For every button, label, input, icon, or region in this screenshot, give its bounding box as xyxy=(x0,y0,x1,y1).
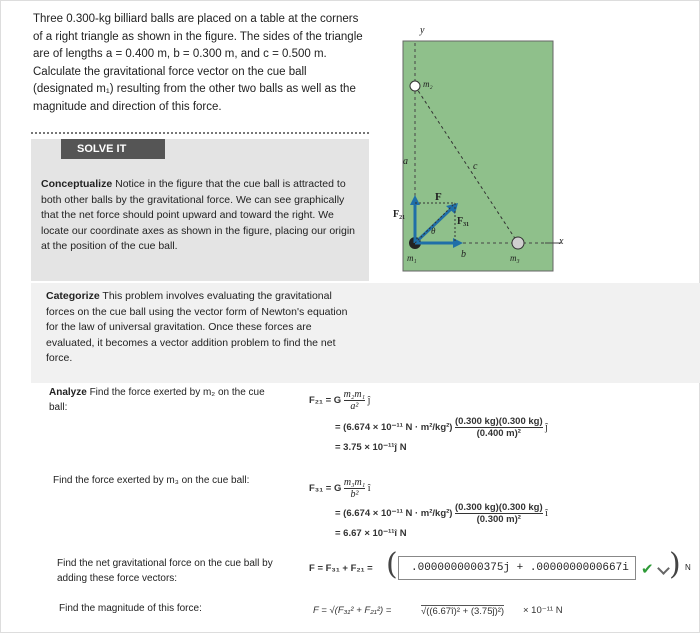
f31-label: F₃₁ xyxy=(457,216,470,227)
categorize-heading: Categorize xyxy=(46,290,100,302)
analyze-heading: Analyze xyxy=(49,387,87,398)
net-force-answer-input[interactable]: .0000000000375j + .0000000000667i xyxy=(398,556,636,580)
solve-panel xyxy=(31,139,369,281)
problem-statement: Three 0.300-kg billiard balls are placed on a table at the corners of a right triangle as shown in the figure. The sides of the triangle are of lengths a = 0.400 m, b = 0.300 m, and c = 0.500 m. Calculate the gravitational force vector on the cue ball (designated m₁) resulting from the other two balls as well as the magnitude and direction of this force. xyxy=(33,13,363,113)
analyze-instruction xyxy=(49,385,269,415)
eq-f21: F₂₁ = G $\frac{\text{m₂m₁}}{\text{a²}}$ ĵ xyxy=(309,389,371,412)
m2-label: m₂ xyxy=(423,79,433,89)
divider xyxy=(31,132,369,134)
eq-f31-result: = 6.67 × 10⁻¹¹î N xyxy=(335,528,407,539)
side-a-label: a xyxy=(403,156,408,167)
magnitude-eq-tail: × 10⁻¹¹ N xyxy=(523,605,563,616)
eq-f31-line2: = (6.674 × 10⁻¹¹ N · m²/kg²) $\frac{(0.300 kg)(0.300 kg)}{\text{(0.300 m)²}}$ î xyxy=(335,502,548,525)
categorize-paragraph xyxy=(46,289,362,367)
analyze-text: Find the force exerted by m₂ on the cue ball: xyxy=(49,387,265,413)
billiard-figure xyxy=(393,25,564,286)
x-axis-label: x xyxy=(559,236,564,247)
categorize-text: This problem involves evaluating the gravitational forces on the cue ball using the vector form of Newton's equation for the law of universal gravitation. Once these forces are evaluated, it becomes a vector addition problem to find the net force. xyxy=(46,290,348,364)
theta-label: θ xyxy=(431,226,436,236)
solve-it-button[interactable]: SOLVE IT xyxy=(61,139,165,159)
close-paren: ) xyxy=(669,547,681,582)
f21-label: F₂₁ xyxy=(393,209,406,220)
magnitude-eq-rhs: √((6.67î)² + (3.75ĵ)²) xyxy=(421,606,505,617)
eq-f21-line2: = (6.674 × 10⁻¹¹ N · m²/kg²) $\frac{(0.300 kg)(0.300 kg)}{\text{(0.400 m)²}}$ ĵ xyxy=(335,416,548,439)
eq-f21-result: = 3.75 × 10⁻¹¹ĵ N xyxy=(335,442,407,453)
m1-label: m₁ xyxy=(407,253,417,263)
magnitude-eq-lhs: F = √(F₃₁² + F₂₁²) = xyxy=(313,605,392,616)
check-icon: ✔ xyxy=(641,561,654,578)
net-eq: F = F₃₁ + F₂₁ = xyxy=(309,563,373,574)
side-b-label: b xyxy=(461,249,466,260)
chevron-down-icon[interactable] xyxy=(657,562,670,575)
net-instruction: Find the net gravitational force on the cue ball by adding these force vectors: xyxy=(57,558,273,584)
conceptualize-text: Notice in the figure that the cue ball is attracted to both other balls by the gravitational force. We can see graphically that the net force should point upward and toward the right. We locate our coordinate axes as shown in the figure, placing our origin at the position of the cue ball. xyxy=(41,178,356,252)
side-c-label: c xyxy=(473,161,478,172)
m3-label: m₃ xyxy=(510,253,520,263)
net-unit: N xyxy=(685,563,691,572)
open-paren: ( xyxy=(386,547,398,582)
eq-f31: F₃₁ = G $\frac{\text{m₃m₁}}{\text{b²}}$ î xyxy=(309,477,371,500)
conceptualize-heading: Conceptualize xyxy=(41,178,113,190)
net-force-label: F xyxy=(435,191,442,203)
conceptualize-paragraph xyxy=(41,177,359,255)
y-axis-label: y xyxy=(420,25,425,36)
magnitude-instruction: Find the magnitude of this force: xyxy=(59,603,202,614)
force31-instruction: Find the force exerted by m₃ on the cue ball: xyxy=(53,475,250,486)
